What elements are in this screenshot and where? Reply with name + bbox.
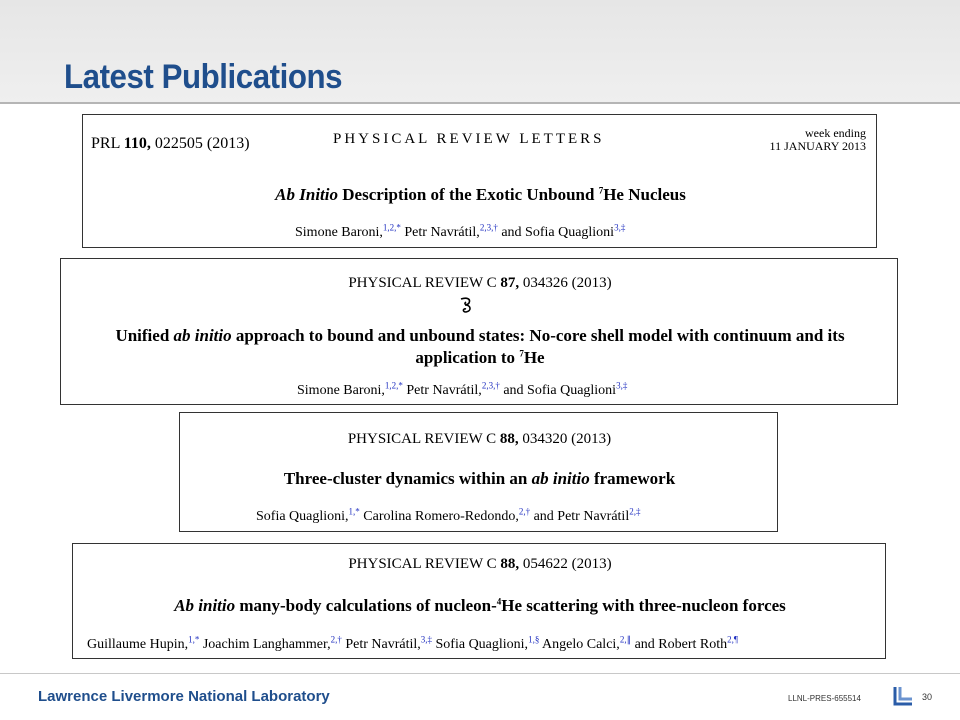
journal-name: PHYSICAL REVIEW LETTERS xyxy=(333,131,605,147)
week-ending: week ending 11 JANUARY 2013 xyxy=(769,126,866,153)
publication-card-prc-88-a xyxy=(179,412,778,532)
page-number: 30 xyxy=(922,692,933,702)
publication-title: Unified ab initio approach to bound and unbound states: No-core shell model with continuum and its application to $^7$He xyxy=(115,326,845,367)
footer-divider xyxy=(0,673,960,674)
author-list: Sofia Quaglioni,$^{1,*}$ Carolina Romero-Redondo,$^{2,\dagger}$ and Petr Navrátil$^{2,\ddagger}$ xyxy=(256,506,641,524)
publication-title: Three-cluster dynamics within an ab initio framework xyxy=(283,469,676,488)
journal-citation: PHYSICAL REVIEW C 88, 054622 (2013) xyxy=(348,556,612,572)
header-divider xyxy=(0,102,960,104)
publication-title: Ab initio many-body calculations of nucleon-$^4$He scattering with three-nucleon forces xyxy=(174,596,786,615)
footer-organization: Lawrence Livermore National Laboratory xyxy=(38,688,330,705)
author-list: Simone Baroni,$^{1,2,*}$ Petr Navrátil,$^{2,3,\dagger}$ and Sofia Quaglioni$^{3,\ddagger}$ xyxy=(297,380,628,398)
journal-citation: PHYSICAL REVIEW C 87, 034326 (2013) xyxy=(348,275,612,291)
publication-card-prc-88-b xyxy=(72,543,886,659)
publication-title: Ab Initio Description of the Exotic Unbound $^7$He Nucleus xyxy=(275,185,686,204)
author-list: Simone Baroni,$^{1,2,*}$ Petr Navrátil,$^{2,3,\dagger}$ and Sofia Quaglioni$^{3,\ddagger}$ xyxy=(295,222,626,240)
document-code: LLNL-PRES-655514 xyxy=(788,694,861,703)
publication-card-prl xyxy=(82,114,877,248)
journal-citation: PHYSICAL REVIEW C 88, 034320 (2013) xyxy=(347,431,612,447)
journal-logo-icon xyxy=(457,295,477,315)
llnl-logo-icon xyxy=(892,685,914,707)
publication-card-prc-87 xyxy=(60,258,898,405)
slide-title: Latest Publications xyxy=(64,58,343,96)
citation: PRL 110, 022505 (2013) xyxy=(91,135,250,152)
author-list: Guillaume Hupin,$^{1,*}$ Joachim Langhammer,$^{2,\dagger}$ Petr Navrátil,$^{3,\ddagger}$ Sofia Quaglioni,$^{1,\S}$ Angelo Calci,$^{2,\parallel}$ and Robert Roth$^{2,\P}$ xyxy=(87,634,738,652)
